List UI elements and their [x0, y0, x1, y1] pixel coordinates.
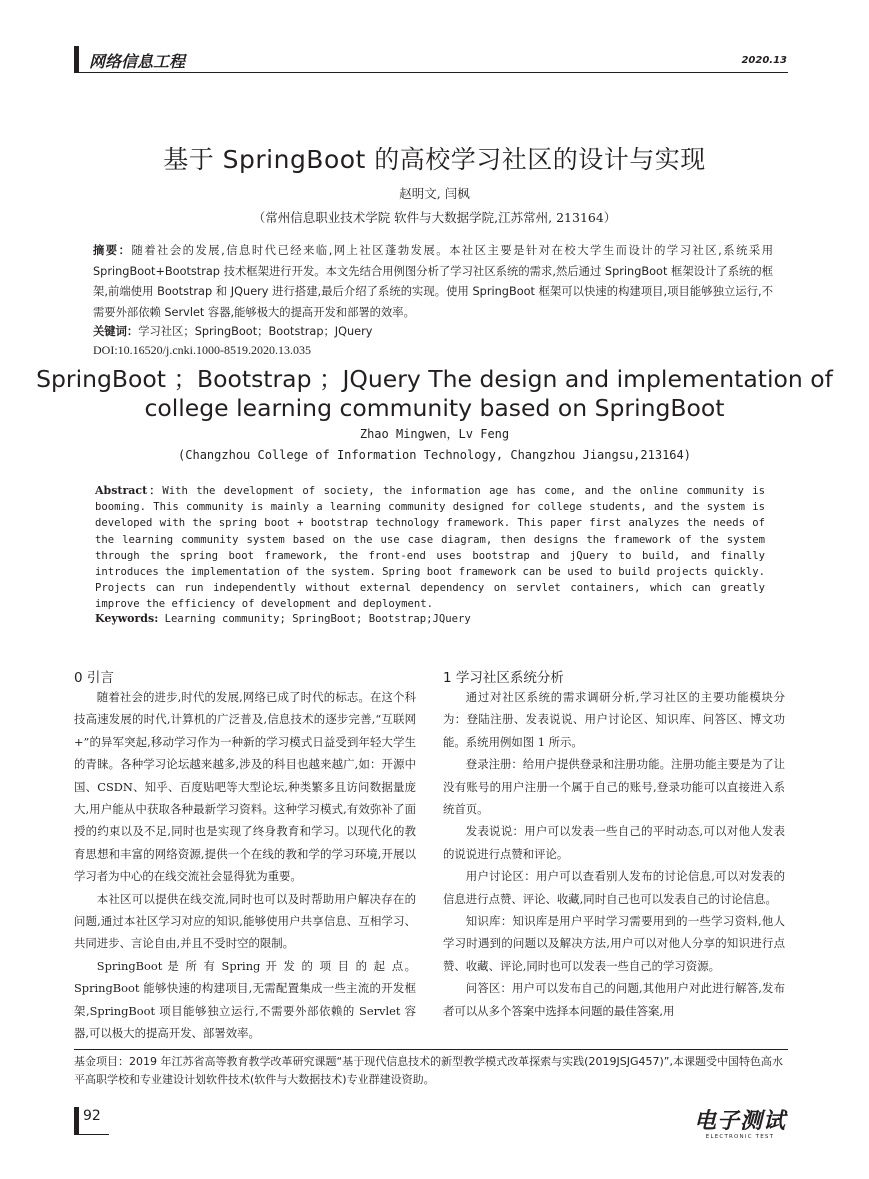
paragraph: 随着社会的进步,时代的发展,网络已成了时代的标志。在这个科技高速发展的时代,计算机的广泛普及,信息技术的逐步完善,“互联网+”的异军突起,移动学习作为一种新的学习模式日益受到年轻大学生的青睐。各种学习论坛越来越多,涉及的科目也越来越广,如：开源中国、CSDN、知乎、百度贴吧等大型论坛,种类繁多且访问数据量庞大,用户能从中获取各种最新学习资料。这种学习模式,有效弥补了面授的约束以及不足,同时也是实现了终身教育和学习。以现代化的教育思想和丰富的网络资源,提供一个在线的教和学的学习环境,开展以学习者为中心的在线交流社会显得犹为重要。 — [74, 690, 416, 884]
logo-subtext: ELECTRONIC TEST — [705, 1134, 775, 1140]
abstract-chinese — [93, 241, 773, 323]
keywords-english-text: Learning community; SpringBoot; Bootstrap;JQuery — [158, 613, 471, 625]
abstract-english-text: With the development of society, the information age has come, and the online community is booming. This community is mainly a learning community designed for college students, and the system is developed with the spring boot + bootstrap technology framework. This paper first analyzes the needs of the learning community system based on the use case diagram, then designs the framework of the system through the spring boot framework, the front-end uses bootstrap and jQuery to build, and finally introduces the implementation of the system. Spring boot framework can be used to build projects quickly. Projects can run independently without external dependency on servlet containers, which can greatly improve the efficiency of development and deployment. — [95, 485, 766, 611]
doi: DOI:10.16520/j.cnki.1000-8519.2020.13.035 — [93, 343, 311, 357]
keywords-english-label: Keywords: — [95, 612, 159, 625]
column-right — [443, 686, 785, 1022]
page-number: 92 — [83, 1108, 101, 1124]
footnote-rule — [74, 1049, 788, 1050]
journal-name: 网络信息工程 — [89, 52, 186, 71]
abstract-chinese-label: 摘要： — [93, 244, 132, 257]
paragraph: 发表说说：用户可以发表一些自己的平时动态,可以对他人发表的说说进行点赞和评论。 — [443, 824, 785, 861]
section-heading-system-analysis: 1 学习社区系统分析 — [443, 670, 564, 686]
title-english: SpringBoot ；Bootstrap ；JQuery The design and implementation of college learning community based on SpringBoot — [36, 365, 833, 422]
section-heading-introduction: 0 引言 — [74, 670, 114, 686]
page-number-rule — [74, 1134, 109, 1135]
abstract-english — [95, 483, 765, 613]
abstract-english-label: Abstract： — [95, 484, 163, 497]
paragraph: 问答区：用户可以发布自己的问题,其他用户对此进行解答,发布者可以从多个答案中选择本问题的最佳答案,用 — [443, 981, 785, 1018]
paragraph: 用户讨论区：用户可以查看别人发布的讨论信息,可以对发表的信息进行点赞、评论、收藏,同时自己也可以发表自己的讨论信息。 — [443, 869, 785, 906]
paragraph: 本社区可以提供在线交流,同时也可以及时帮助用户解决存在的问题,通过本社区学习对应的知识,能够使用户共享信息、互相学习、共同进步、言论自由,并且不受时空的限制。 — [74, 891, 416, 951]
header-rule — [74, 72, 788, 73]
affiliation-chinese: （常州信息职业技术学院 软件与大数据学院,江苏常州, 213164） — [252, 210, 617, 225]
issue-number: 2020.13 — [741, 55, 787, 66]
funding-footnote: 基金项目：2019 年江苏省高等教育教学改革研究课题“基于现代信息技术的新型教学模式改革探索与实践(2019JSJG457)”,本课题受中国特色高水平高职学校和专业建设计划软件技术(软件与大数据技术)专业群建设资助。 — [74, 1055, 783, 1086]
paragraph: 知识库：知识库是用户平时学习需要用到的一些学习资料,他人学习时遇到的问题以及解决方法,用户可以对他人分享的知识进行点赞、收藏、评论,同时也可以发表一些自己的学习资源。 — [443, 914, 785, 973]
column-left — [74, 686, 416, 1045]
paragraph: 通过对社区系统的需求调研分析,学习社区的主要功能模块分为：登陆注册、发表说说、用户讨论区、知识库、问答区、博文功能。系统用例如图 1 所示。 — [443, 690, 785, 749]
keywords-chinese-text: 学习社区；SpringBoot；Bootstrap；JQuery — [138, 325, 373, 338]
affiliation-english: (Changzhou College of Information Technology, Changzhou Jiangsu,213164) — [178, 448, 691, 462]
logo-text: 电子测试 — [693, 1109, 786, 1134]
abstract-chinese-text: 随着社会的发展,信息时代已经来临,网上社区蓬勃发展。本社区主要是针对在校大学生而设计的学习社区,系统采用 SpringBoot+Bootstrap 技术框架进行开发。本文先结合用例图分析了学习社区系统的需求,然后通过 SpringBoot 框架设计了系统的框架,前端使用 Bootstrap 和 JQuery 进行搭建,最后介绍了系统的实现。使用 SpringBoot 框架可以快速的构建项目,项目能够独立运行,不需要外部依赖 Servlet 容器,能够极大的提高开发和部署的效率。 — [93, 244, 773, 319]
authors-chinese: 赵明文, 闫枫 — [399, 186, 470, 201]
keywords-chinese — [93, 322, 372, 343]
paragraph: 登录注册：给用户提供登录和注册功能。注册功能主要是为了让没有账号的用户注册一个属于自己的账号,登录功能可以直接进入系统首页。 — [443, 757, 785, 817]
page-number-bar — [74, 1107, 79, 1135]
paragraph: SpringBoot 是 所 有 Spring 开 发 的 项 目 的 起 点。SpringBoot 能够快速的构建项目,无需配置集成一些主流的开发框架,SpringBoot 项目能够独立运行,不需要外部依赖的 Servlet 容器,可以极大的提高开发、部署效率。 — [74, 958, 416, 1041]
journal-logo — [694, 1110, 786, 1140]
header-bar — [74, 46, 79, 72]
authors-english: Zhao Mingwen，Lv Feng — [359, 427, 510, 441]
keywords-english — [95, 612, 471, 625]
keywords-chinese-label: 关键词： — [93, 325, 139, 338]
title-chinese: 基于 SpringBoot 的高校学习社区的设计与实现 — [163, 145, 706, 174]
